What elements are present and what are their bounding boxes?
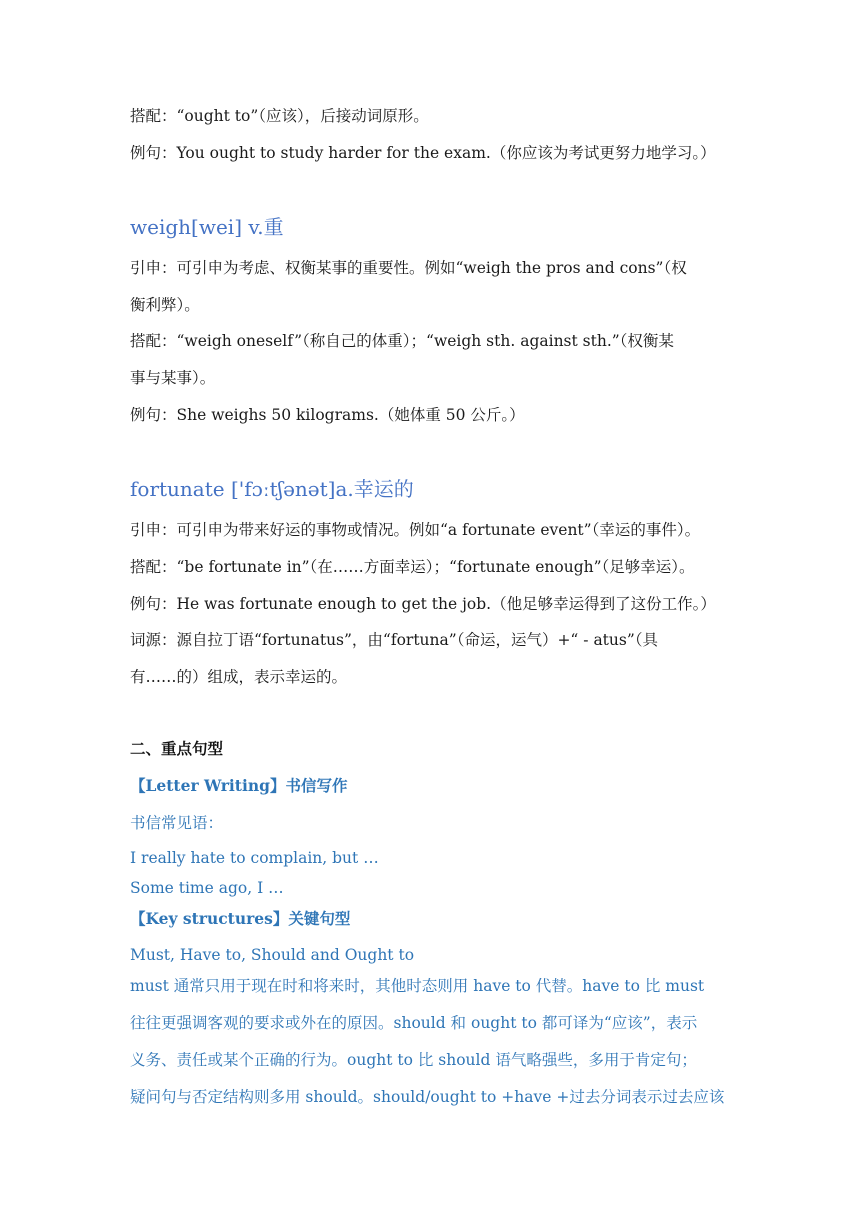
structure-explanation-2: 往往更强调客观的要求或外在的原因。should 和 ought to 都可译为“应该”，表示 [130, 1014, 698, 1032]
extension-weigh-1: 引申：可引申为考虑、权衡某事的重要性。例如“weigh the pros and cons”（权 [130, 259, 687, 277]
letter-writing-en: Letter Writing [145, 776, 270, 795]
letter-phrase-1: I really hate to complain, but … [130, 849, 379, 867]
subheading-key-structures [130, 909, 350, 929]
collocation-weigh-1: 搭配：“weigh oneself”（称自己的体重）；“weigh sth. against sth.”（权衡某 [130, 332, 674, 350]
subheading-letter-writing [130, 776, 347, 796]
example-ought-to: 例句：You ought to study harder for the exam.（你应该为考试更努力地学习。） [130, 144, 716, 162]
section-heading-key-sentences: 二、重点句型 [130, 739, 224, 758]
structure-explanation-1: must 通常只用于现在时和将来时，其他时态则用 have to 代替。have to 比 must [130, 977, 705, 995]
bracket-open: 【 [130, 776, 146, 795]
structure-explanation-4: 疑问句与否定结构则多用 should。should/ought to +have +过去分词表示过去应该 [130, 1088, 725, 1106]
example-fortunate: 例句：He was fortunate enough to get the job.（他足够幸运得到了这份工作。） [130, 595, 716, 613]
word-heading-fortunate: fortunate ['fɔːtʃənət]a.幸运的 [130, 477, 414, 501]
bracket-close: 】 [269, 776, 286, 795]
extension-fortunate: 引申：可引申为带来好运的事物或情况。例如“a fortunate event”（幸运的事件）。 [130, 521, 701, 539]
key-structures-cn: 关键句型 [288, 909, 351, 928]
structure-title: Must, Have to, Should and Ought to [130, 946, 415, 964]
collocation-weigh-2: 事与某事）。 [130, 369, 216, 387]
letter-common-phrases-label: 书信常见语： [130, 814, 224, 832]
word-heading-weigh: weigh[wei] v.重 [130, 215, 284, 239]
letter-writing-cn: 书信写作 [285, 776, 348, 795]
etymology-fortunate-1: 词源：源自拉丁语“fortunatus”，由“fortuna”（命运，运气）+“ - atus”（具 [130, 631, 659, 649]
example-weigh: 例句：She weighs 50 kilograms.（她体重 50 公斤。） [130, 406, 525, 424]
collocation-fortunate: 搭配：“be fortunate in”（在……方面幸运）；“fortunate enough”（足够幸运）。 [130, 558, 695, 576]
bracket-close: 】 [272, 909, 289, 928]
letter-phrase-2: Some time ago, I … [130, 879, 284, 897]
bracket-open: 【 [130, 909, 146, 928]
etymology-fortunate-2: 有……的）组成，表示幸运的。 [130, 668, 348, 686]
key-structures-en: Key structures [145, 909, 273, 928]
collocation-ought-to: 搭配：“ought to”（应该），后接动词原形。 [130, 107, 429, 125]
structure-explanation-3: 义务、责任或某个正确的行为。ought to 比 should 语气略强些，多用于肯定句； [130, 1051, 697, 1069]
extension-weigh-2: 衡利弊）。 [130, 296, 200, 314]
